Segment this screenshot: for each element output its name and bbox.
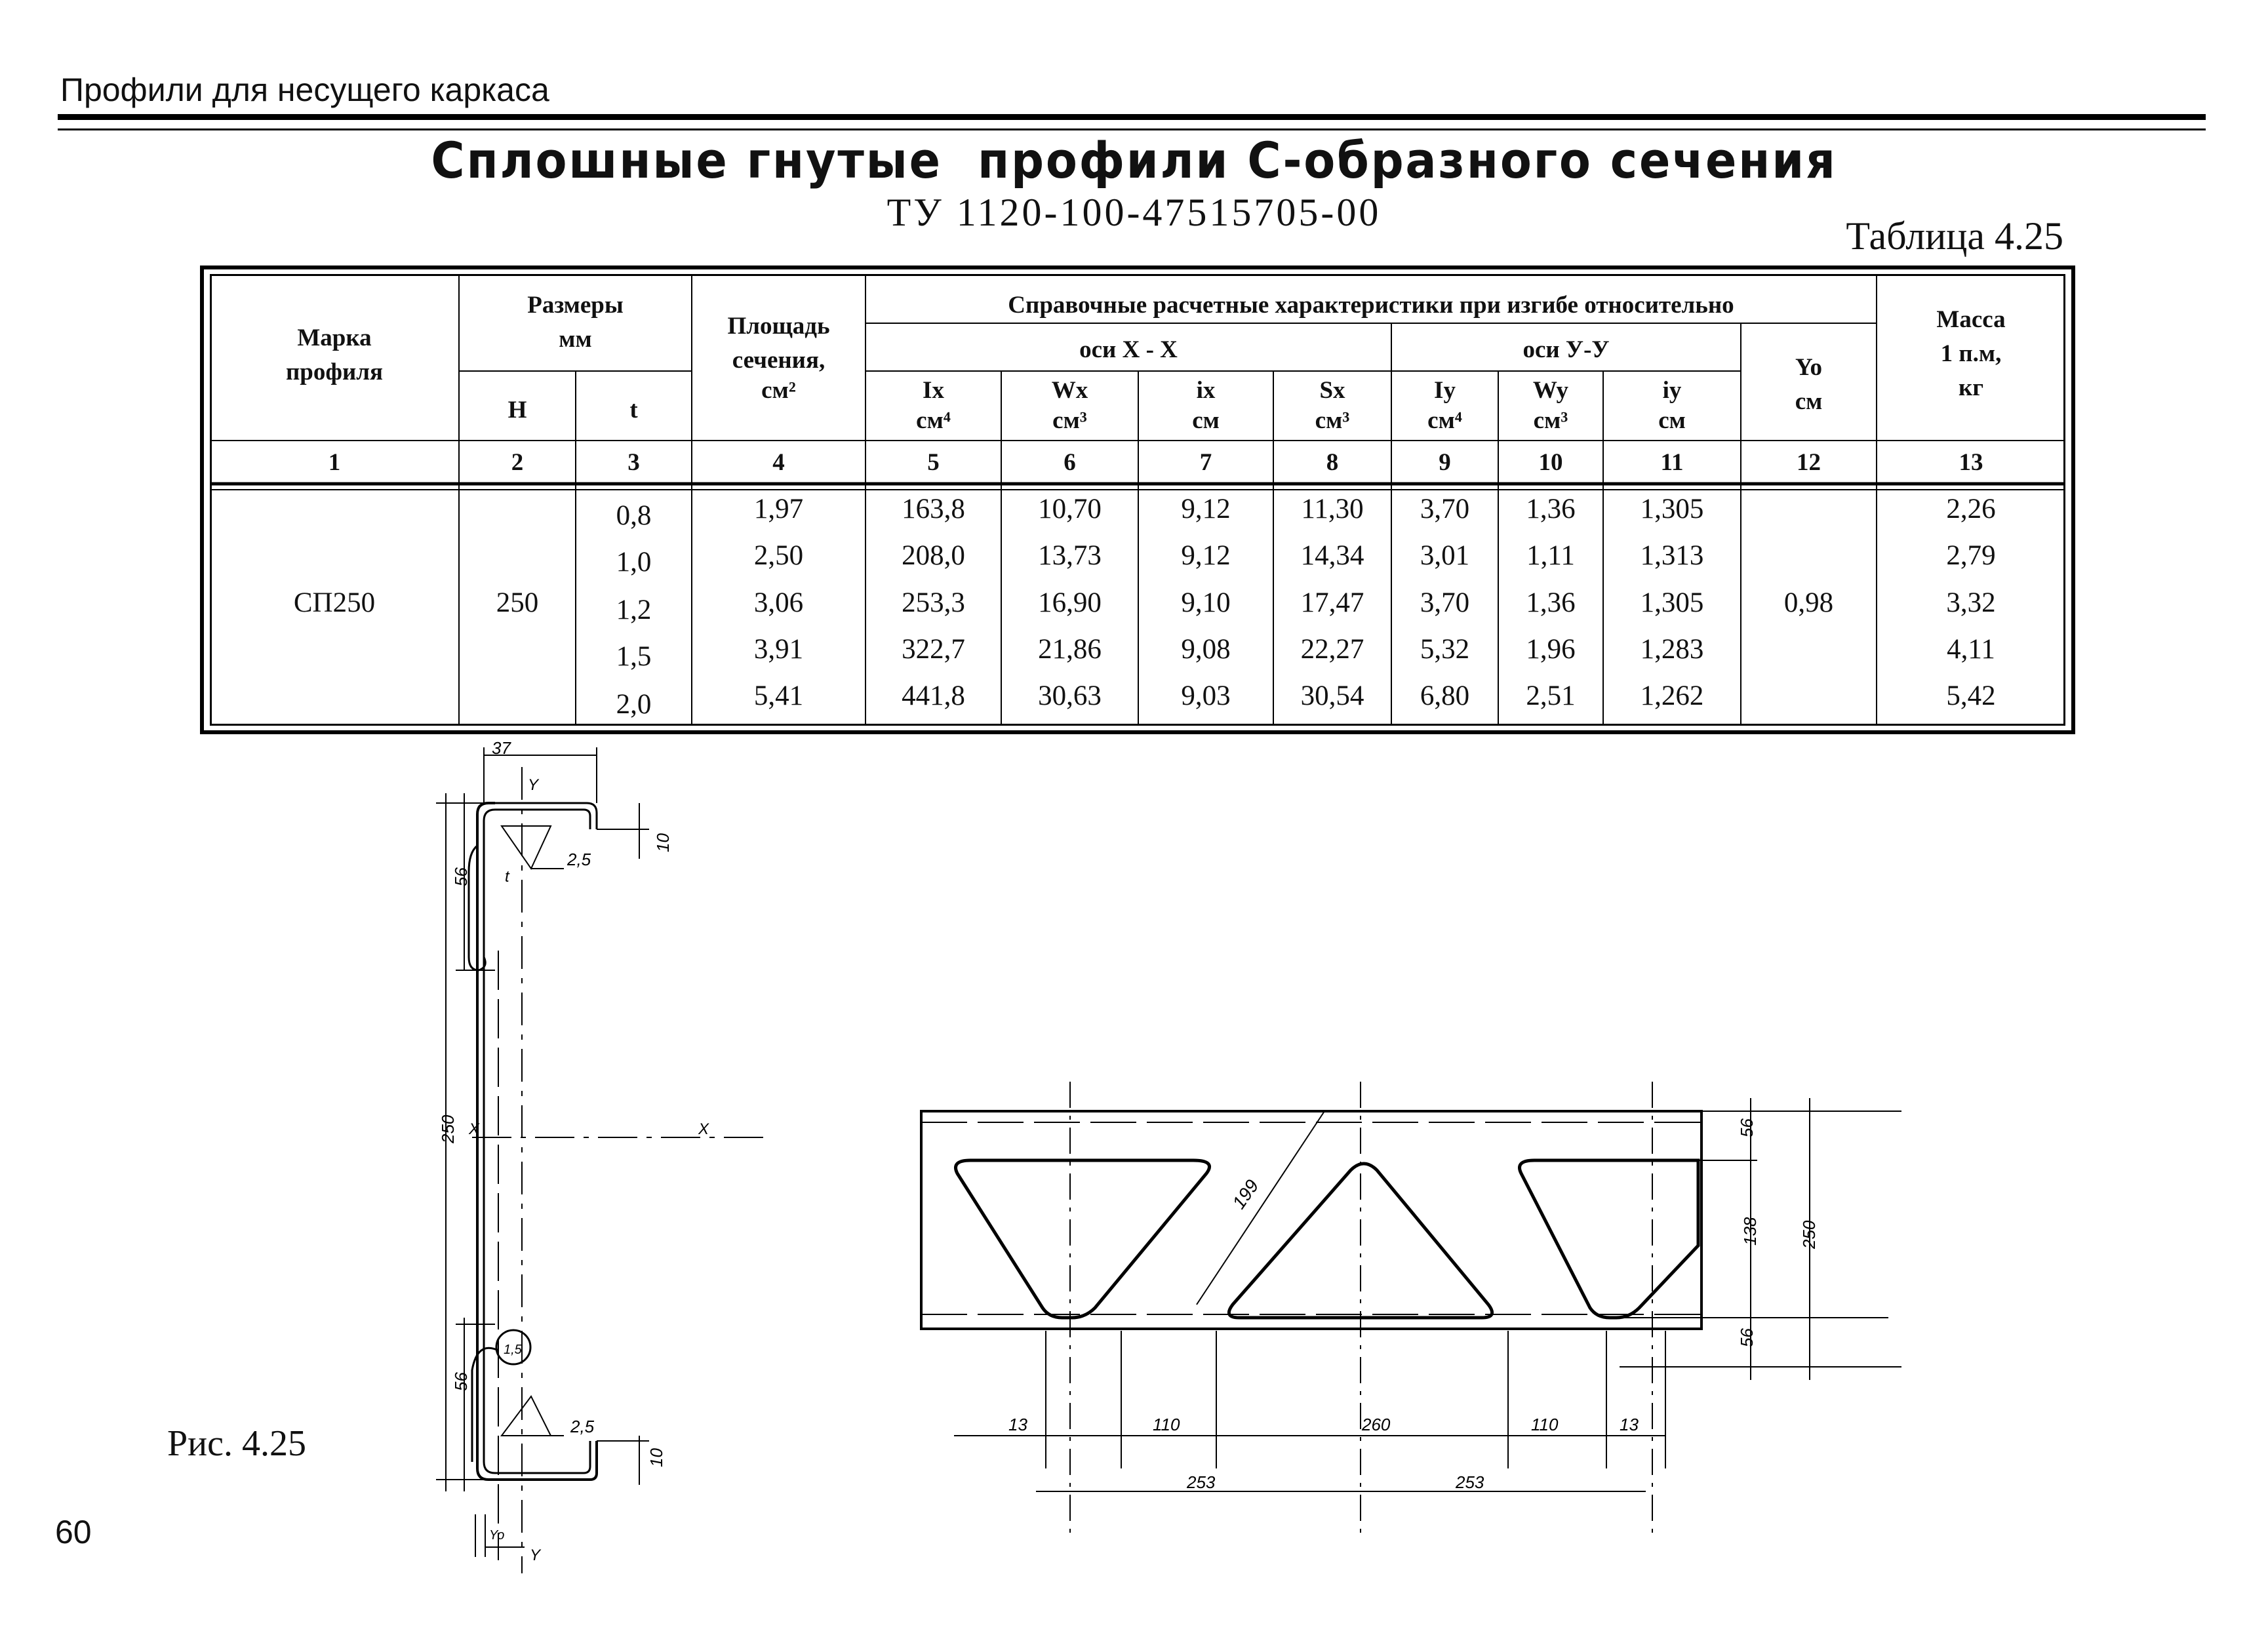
cell-ix: 208,0 — [902, 540, 965, 571]
cell-sx: 14,34 — [1300, 540, 1364, 571]
profile-mark: СП250 — [293, 587, 376, 618]
header-axis-y: оси У-У — [1522, 336, 1610, 363]
header-Wx: Wx см³ — [1051, 377, 1088, 434]
cell-iy: 3,70 — [1420, 494, 1470, 524]
dim-height: 250 — [438, 1114, 458, 1143]
header-Iy: Iy см⁴ — [1427, 377, 1462, 434]
dim-total: 250 — [1799, 1220, 1819, 1249]
column-number: 7 — [1199, 449, 1212, 476]
column-number: 11 — [1660, 449, 1684, 476]
cell-sx: 22,27 — [1300, 634, 1364, 665]
column-number: 3 — [627, 449, 640, 476]
label-y-top: Y — [528, 776, 539, 794]
cell-ix: 441,8 — [902, 680, 965, 711]
cell-wy: 1,11 — [1526, 540, 1575, 571]
cell-iy: 1,313 — [1640, 540, 1704, 571]
header-area: Площадь сечения, см² — [727, 313, 830, 404]
cell-sx: 30,54 — [1300, 680, 1364, 711]
dim-lip-top: 10 — [653, 833, 673, 852]
cell-iy: 1,305 — [1640, 587, 1704, 618]
cell-wy: 1,36 — [1526, 494, 1576, 524]
page-number: 60 — [55, 1514, 92, 1550]
column-number: 12 — [1797, 449, 1821, 476]
cell-ix: 9,12 — [1181, 494, 1231, 524]
cell-area: 3,06 — [753, 587, 804, 618]
cell-iy: 1,305 — [1640, 494, 1704, 524]
dim-radius-bottom: 2,5 — [570, 1417, 595, 1436]
dim-flange-zone-bottom: 56 — [451, 1372, 471, 1391]
cell-ix: 163,8 — [902, 494, 965, 524]
column-number: 5 — [927, 449, 940, 476]
dim-110-left: 110 — [1153, 1415, 1180, 1434]
dim-260: 260 — [1362, 1415, 1391, 1434]
column-number: 9 — [1439, 449, 1451, 476]
header-yo: Yo см — [1795, 354, 1823, 415]
column-number: 2 — [511, 449, 524, 476]
page-title: Сплошные гнутые профили С-образного сечения — [431, 131, 1837, 189]
cell-iy: 1,283 — [1640, 634, 1704, 665]
profile-yo: 0,98 — [1783, 587, 1834, 618]
header-axis-x: оси Х - Х — [1079, 336, 1178, 363]
cell-ix: 9,12 — [1181, 540, 1231, 571]
profile-h: 250 — [496, 587, 539, 618]
header-Sx: Sx см³ — [1315, 377, 1350, 434]
cell-mass: 3,32 — [1946, 587, 1996, 618]
header-ix: ix см — [1192, 377, 1220, 434]
dim-radius-top: 2,5 — [567, 850, 591, 869]
cell-wx: 16,90 — [1038, 587, 1102, 618]
header-iy: iy см — [1658, 377, 1686, 434]
cell-t: 1,2 — [616, 595, 652, 625]
cell-iy: 3,01 — [1420, 540, 1470, 571]
cell-wy: 1,36 — [1526, 587, 1576, 618]
cell-iy: 6,80 — [1420, 680, 1470, 711]
dim-bend-radius: 1,5 — [504, 1343, 522, 1357]
cell-t: 1,5 — [616, 641, 652, 672]
cell-wy: 1,96 — [1526, 634, 1576, 665]
cell-iy: 1,262 — [1640, 680, 1704, 711]
cell-t: 2,0 — [616, 689, 652, 720]
cell-area: 5,41 — [753, 680, 804, 711]
dim-middle: 138 — [1740, 1217, 1760, 1246]
label-x-right: X — [698, 1120, 709, 1138]
cell-ix: 9,08 — [1181, 634, 1231, 665]
cell-area: 1,97 — [753, 494, 804, 524]
cell-area: 2,50 — [753, 540, 804, 571]
spec-reference: ТУ 1120-100-47515705-00 — [886, 191, 1382, 234]
header-t: t — [629, 397, 638, 423]
cell-wx: 10,70 — [1038, 494, 1102, 524]
web-perforation-drawing — [852, 1069, 1915, 1541]
cell-wx: 30,63 — [1038, 680, 1102, 711]
cell-mass: 2,79 — [1946, 540, 1996, 571]
cell-ix: 322,7 — [902, 634, 965, 665]
header-sizes: Размеры мм — [527, 292, 624, 353]
dim-253-left: 253 — [1187, 1472, 1216, 1492]
header-Wy: Wy см³ — [1532, 377, 1569, 434]
label-yo: Yo — [489, 1528, 505, 1543]
cell-ix: 9,03 — [1181, 680, 1231, 711]
dim-flange-width: 37 — [492, 741, 511, 758]
cell-iy: 5,32 — [1420, 634, 1470, 665]
header-h: H — [507, 397, 527, 423]
cell-t: 1,0 — [616, 547, 652, 578]
dim-13-left: 13 — [1008, 1415, 1027, 1434]
header-Ix: Ix см⁴ — [916, 377, 951, 434]
column-number: 8 — [1326, 449, 1339, 476]
dim-110-right: 110 — [1531, 1415, 1559, 1434]
label-x-left: X — [469, 1120, 480, 1138]
dim-diagonal: 199 — [1228, 1175, 1263, 1213]
cell-mass: 5,42 — [1946, 680, 1996, 711]
label-y-bottom: Y — [530, 1546, 541, 1564]
c-section-drawing — [407, 741, 787, 1580]
column-number: 6 — [1064, 449, 1076, 476]
cell-ix: 253,3 — [902, 587, 965, 618]
dim-top-band: 56 — [1737, 1118, 1757, 1137]
figure-caption: Рис. 4.25 — [167, 1423, 306, 1464]
cell-ix: 9,10 — [1181, 587, 1231, 618]
cell-iy: 3,70 — [1420, 587, 1470, 618]
cell-wx: 21,86 — [1038, 634, 1102, 665]
table-number: Таблица 4.25 — [1846, 214, 2063, 258]
cell-mass: 4,11 — [1947, 634, 1995, 665]
dim-flange-zone-top: 56 — [451, 867, 471, 886]
column-number: 13 — [1959, 449, 1983, 476]
dim-lip-bottom: 10 — [647, 1448, 666, 1467]
column-number: 10 — [1538, 449, 1563, 476]
dim-13-right: 13 — [1620, 1415, 1639, 1434]
cell-wy: 2,51 — [1526, 680, 1576, 711]
dim-thickness: t — [505, 868, 509, 886]
column-number: 1 — [328, 449, 341, 476]
dim-253-right: 253 — [1456, 1472, 1484, 1492]
header-reference: Справочные расчетные характеристики при изгибе относительно — [1008, 292, 1734, 319]
column-number: 4 — [772, 449, 785, 476]
cell-mass: 2,26 — [1946, 494, 1996, 524]
cell-t: 0,8 — [616, 500, 652, 531]
cell-wx: 13,73 — [1038, 540, 1102, 571]
dim-bottom-band: 56 — [1737, 1328, 1757, 1347]
cell-sx: 11,30 — [1301, 494, 1364, 524]
header-mass: Масса 1 п.м, кг — [1936, 306, 2006, 401]
cell-area: 3,91 — [753, 634, 804, 665]
cell-sx: 17,47 — [1300, 587, 1364, 618]
section-header: Профили для несущего каркаса — [60, 71, 549, 108]
header-mark: Марка профиля — [285, 325, 384, 385]
